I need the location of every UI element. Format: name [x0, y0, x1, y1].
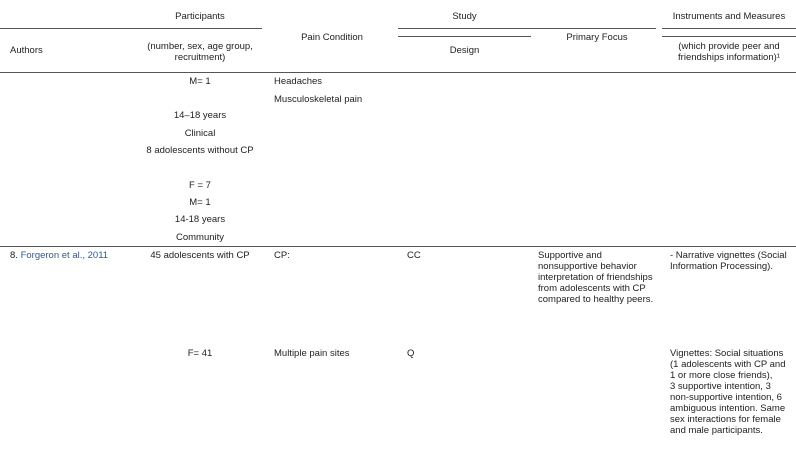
pain-cont-1: Headaches [274, 76, 323, 87]
row8-pain-2: Multiple pain sites [274, 348, 350, 359]
header-design: Design [449, 45, 480, 56]
header-rule-top-instruments [662, 28, 796, 29]
row8-instruments-2: Information Processing). [670, 261, 773, 272]
row8-focus-5: compared to healthy peers. [538, 294, 654, 305]
row8-pain: CP: [274, 250, 290, 261]
header-instruments-sub-1: (which provide peer and [678, 41, 780, 52]
row8-instruments-1: - Narrative vignettes (Social [670, 250, 787, 261]
header-rule-bottom [0, 72, 796, 73]
header-instruments-sub-2: friendships information)¹ [678, 52, 780, 63]
header-rule-mid-study [398, 36, 531, 37]
row8-instruments2-2: (1 adolescents with CP and [670, 359, 786, 370]
header-primary-focus: Primary Focus [566, 32, 628, 43]
row-separator [0, 246, 796, 247]
participants-cont-7: 14-18 years [174, 214, 226, 225]
participants-cont-4: 8 adolescents without CP [146, 145, 254, 156]
row8-instruments2-4: 3 supportive intention, 3 [670, 381, 771, 392]
participants-cont-3: Clinical [184, 128, 216, 139]
row8-focus-2: nonsupportive behavior [538, 261, 637, 272]
row8-focus-4: from adolescents with CP [538, 283, 646, 294]
row8-instruments2-8: and male participants. [670, 425, 763, 436]
participants-cont-8: Community [175, 232, 225, 243]
row8-design: CC [407, 250, 421, 261]
header-pain-condition: Pain Condition [301, 32, 363, 43]
row8-instruments2-7: sex interactions for female [670, 414, 781, 425]
row8-author [10, 250, 108, 262]
header-participants-sub-1: (number, sex, age group, [147, 41, 253, 52]
participants-cont-6: M= 1 [189, 197, 211, 208]
header-rule-mid-instruments [662, 36, 796, 37]
participants-cont-1: M= 1 [189, 76, 211, 87]
header-rule-top-participants [0, 28, 262, 29]
row8-instruments2-3: 1 or more close friends), [670, 370, 773, 381]
header-instruments: Instruments and Measures [672, 11, 786, 22]
header-participants-sub-2: recruitment) [174, 52, 226, 63]
row8-instruments2-5: non-supportive intention, 6 [670, 392, 782, 403]
row8-focus-3: interpretation of friendships [538, 272, 653, 283]
row8-instruments2-1: Vignettes: Social situations [670, 348, 784, 359]
header-participants: Participants [175, 11, 225, 22]
header-authors: Authors [10, 45, 43, 56]
header-study: Study [452, 11, 477, 22]
header-rule-top-study [398, 28, 656, 29]
row8-author-link[interactable]: Forgeron et al., 2011 [20, 250, 109, 261]
row8-author-number: 8. [10, 250, 18, 261]
row8-participants-2: F= 41 [187, 348, 213, 359]
participants-cont-2: 14–18 years [173, 110, 227, 121]
row8-design-2: Q [407, 348, 415, 359]
row8-participants: 45 adolescents with CP [150, 250, 250, 261]
row8-focus-1: Supportive and [538, 250, 602, 261]
pain-cont-2: Musculoskeletal pain [274, 94, 363, 105]
row8-instruments2-6: ambiguous intention. Same [670, 403, 786, 414]
participants-cont-5: F = 7 [189, 180, 211, 191]
